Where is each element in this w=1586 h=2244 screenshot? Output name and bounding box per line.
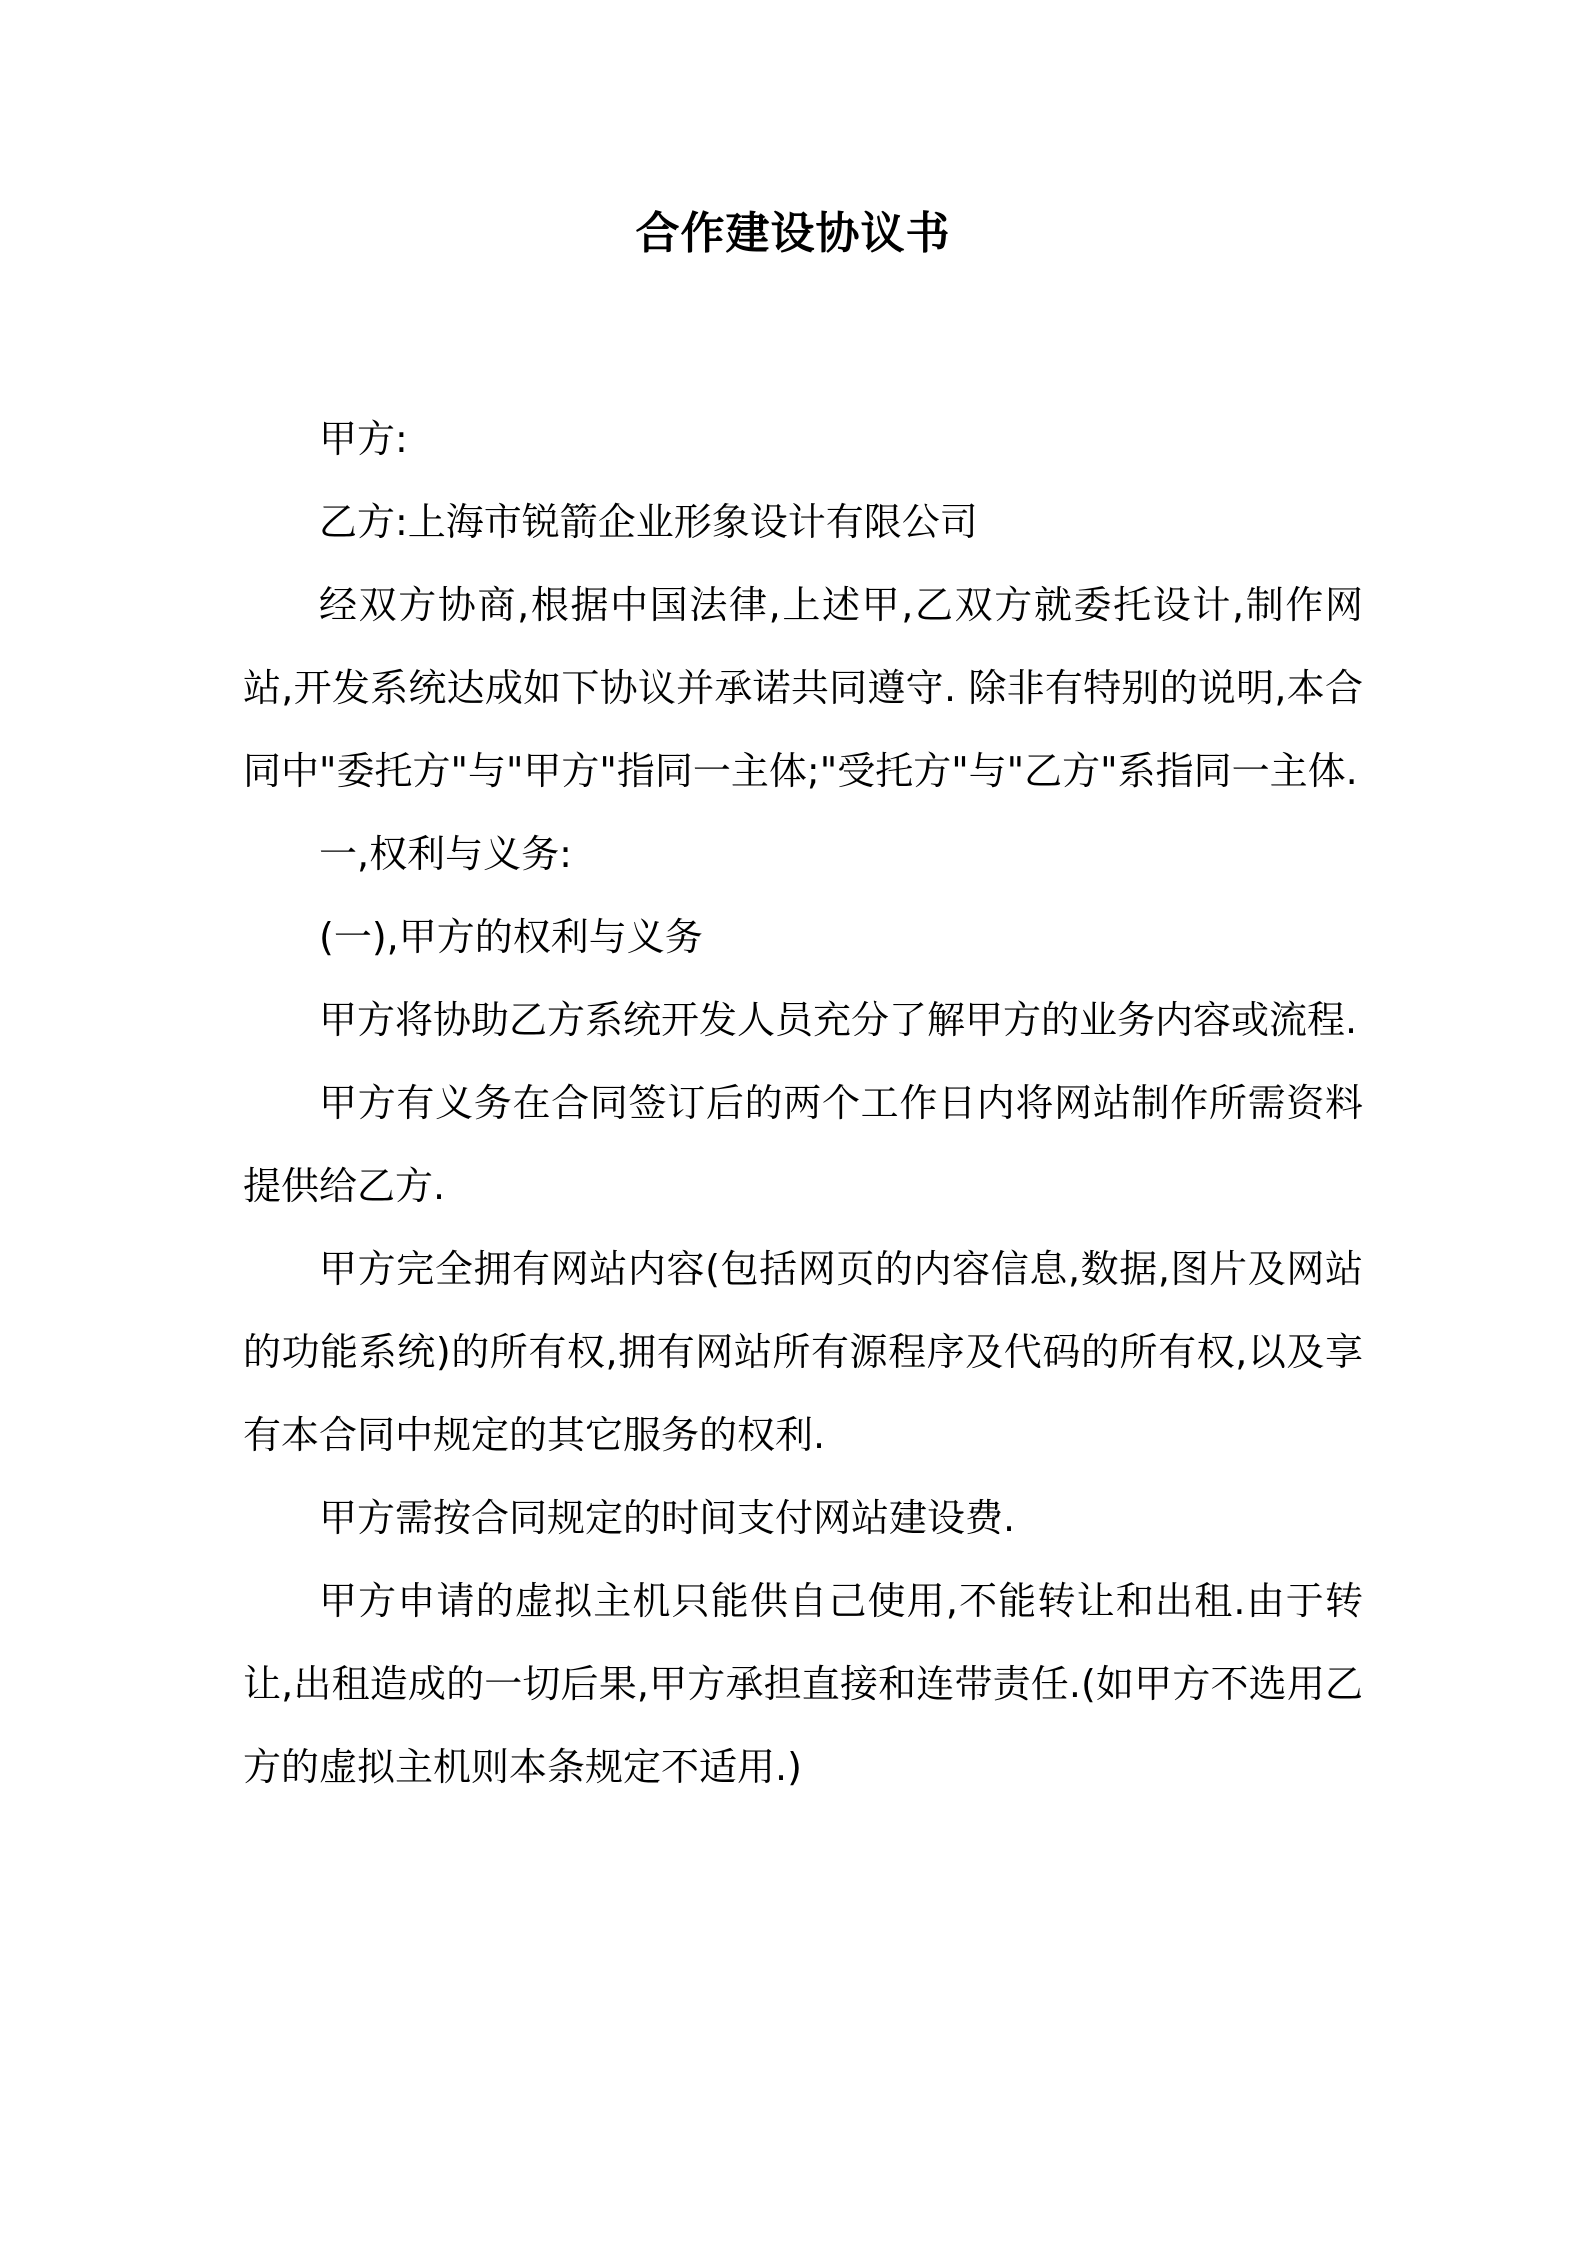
section-heading: 一,权利与义务: bbox=[319, 832, 572, 876]
clause-paragraph: 甲方申请的虚拟主机只能供自己使用,不能转让和出租.由于转让,出租造成的一切后果,甲方承担直接和连带责任.(如甲方不选用乙方的虚拟主机则本条规定不适用.) bbox=[243, 1579, 1363, 1789]
party-b-line: 乙方:上海市锐箭企业形象设计有限公司 bbox=[319, 500, 978, 544]
preamble-paragraph: 经双方协商,根据中国法律,上述甲,乙双方就委托设计,制作网站,开发系统达成如下协议并承诺共同遵守. 除非有特别的说明,本合同中"委托方"与"甲方"指同一主体;"受托方"与"乙方"系指同一主体. bbox=[243, 583, 1363, 793]
clause-paragraph: 甲方完全拥有网站内容(包括网页的内容信息,数据,图片及网站的功能系统)的所有权,拥有网站所有源程序及代码的所有权,以及享有本合同中规定的其它服务的权利. bbox=[243, 1247, 1363, 1457]
document-body bbox=[243, 398, 1363, 1809]
subsection-heading: (一),甲方的权利与义务 bbox=[319, 915, 703, 959]
document-title: 合作建设协议书 bbox=[635, 208, 951, 259]
party-a-line: 甲方: bbox=[319, 417, 408, 461]
clause-paragraph: 甲方需按合同规定的时间支付网站建设费. bbox=[319, 1496, 1016, 1540]
clause-paragraph: 甲方有义务在合同签订后的两个工作日内将网站制作所需资料提供给乙方. bbox=[243, 1081, 1363, 1208]
clause-paragraph: 甲方将协助乙方系统开发人员充分了解甲方的业务内容或流程. bbox=[319, 998, 1358, 1042]
